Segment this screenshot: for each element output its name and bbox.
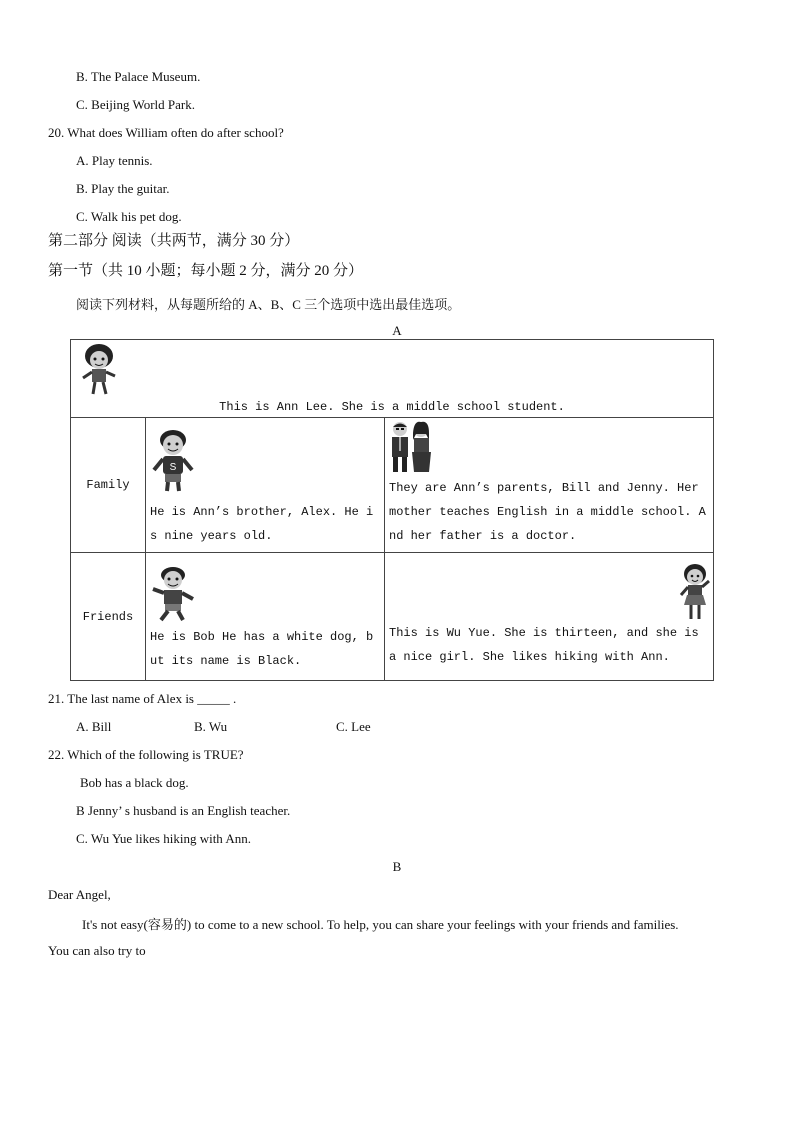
- passage-a-label: A: [392, 323, 402, 338]
- q22-option-c: C. Wu Yue likes hiking with Ann.: [76, 831, 251, 846]
- q19-option-b: B. The Palace Museum.: [76, 69, 201, 84]
- bob-boy-picture: [149, 565, 197, 623]
- passage-b-label: B: [392, 859, 402, 874]
- letter-greeting: Dear Angel,: [48, 887, 111, 902]
- q22-question: 22. Which of the following is TRUE?: [48, 747, 244, 762]
- intro-cell: [71, 340, 714, 418]
- family-label: Family: [71, 418, 146, 553]
- passage-a-table: [70, 339, 714, 681]
- q20-option-a: A. Play tennis.: [76, 153, 153, 168]
- bob-text: He is Bob He has a white dog, but its name is Black.: [150, 630, 374, 668]
- q21-option-c: C. Lee: [336, 719, 371, 734]
- parents-cell: [385, 418, 714, 553]
- ann-girl-picture: [75, 342, 123, 396]
- q22-option-b: B Jenny’ s husband is an English teacher.: [76, 803, 291, 818]
- letter-body-line1: It's not easy(容易的) to come to a new school. To help, you can share your feelings with your friends and families.: [82, 917, 679, 932]
- wu-yue-girl-picture: [677, 563, 713, 621]
- brother-text: He is Ann’s brother, Alex. He is nine years old.: [150, 505, 374, 543]
- brother-cell: [146, 418, 385, 553]
- alex-boy-picture: [149, 428, 197, 494]
- section1-heading: 第一节（共 10 小题；每小题 2 分，满分 20 分）: [48, 263, 364, 279]
- q19-option-c: C. Beijing World Park.: [76, 97, 195, 112]
- bob-cell: [146, 553, 385, 681]
- q20-option-b: B. Play the guitar.: [76, 181, 170, 196]
- friends-label: Friends: [71, 553, 146, 681]
- wu-yue-cell: [385, 553, 714, 681]
- svg-text:S: S: [169, 462, 177, 473]
- q21-question: 21. The last name of Alex is _____ .: [48, 691, 237, 706]
- q21-option-b: B. Wu: [194, 719, 228, 734]
- wu-yue-text: This is Wu Yue. She is thirteen, and she is a nice girl. She likes hiking with Ann.: [389, 626, 699, 664]
- letter-body-line2: You can also try to: [48, 943, 146, 958]
- q20-question: 20. What does William often do after school?: [48, 125, 284, 140]
- q22-option-a: Bob has a black dog.: [80, 775, 189, 790]
- q21-option-a: A. Bill: [76, 719, 112, 734]
- instruction-text: 阅读下列材料，从每题所给的 A、B、C 三个选项中选出最佳选项。: [76, 297, 461, 312]
- q20-option-c: C. Walk his pet dog.: [76, 209, 182, 224]
- parents-text: They are Ann’s parents, Bill and Jenny. Her mother teaches English in a middle school. And her father is a doctor.: [389, 481, 706, 543]
- part2-heading: 第二部分 阅读（共两节，满分 30 分）: [48, 233, 300, 249]
- parents-picture: [388, 420, 434, 474]
- intro-text: This is Ann Lee. She is a middle school student.: [219, 400, 565, 414]
